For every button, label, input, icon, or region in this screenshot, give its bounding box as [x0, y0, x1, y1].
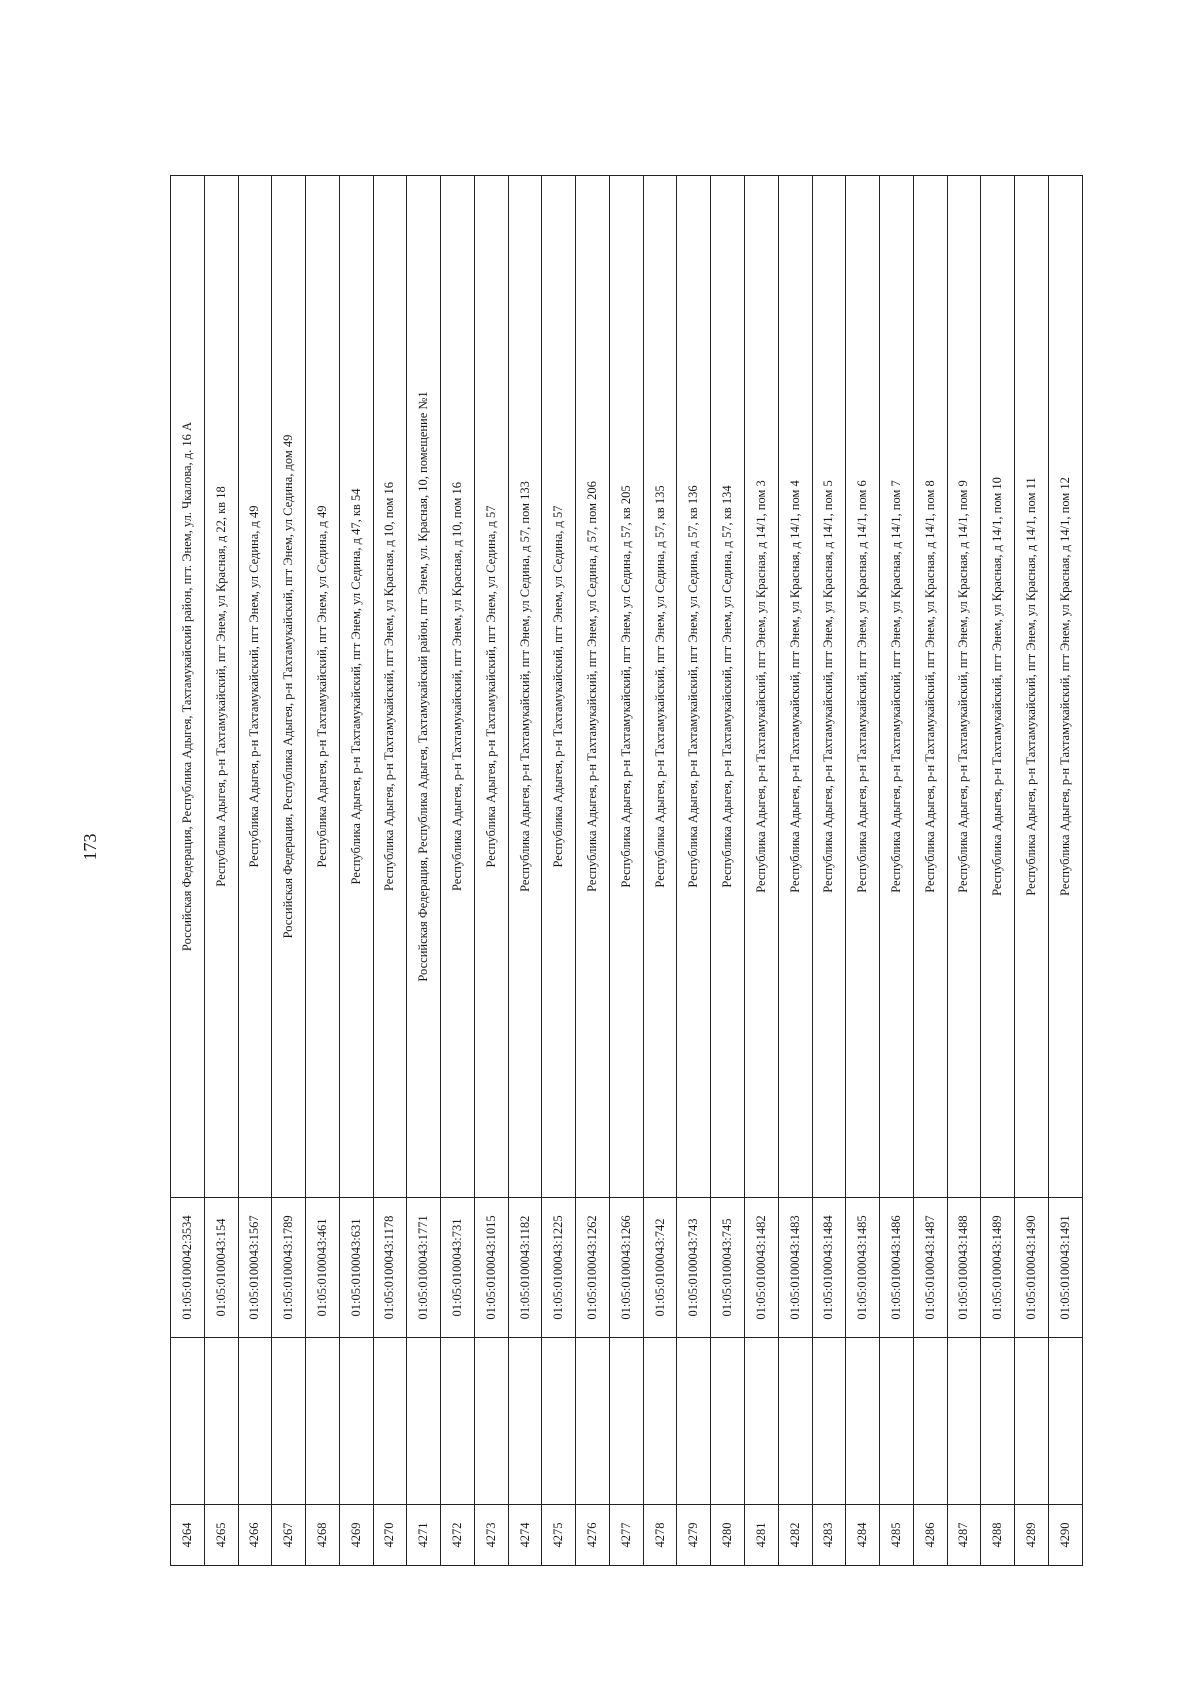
- table-row: [981, 176, 1015, 1566]
- table-row: [711, 176, 745, 1566]
- table-row: [272, 176, 306, 1566]
- table-row: [846, 176, 880, 1566]
- empty-cell: [576, 1338, 610, 1505]
- property-registry-table: [170, 175, 1083, 1566]
- table-row: [947, 176, 981, 1566]
- row-number-cell: 4275: [542, 1505, 576, 1566]
- address-cell: Республика Адыгея, р-н Тахтамукайский, пгт Энем, ул Красная, д 14/1, пом 10: [981, 176, 1015, 1198]
- cadastral-number-cell: 01:05:0100043:731: [441, 1198, 475, 1338]
- row-number-cell: 4284: [846, 1505, 880, 1566]
- cadastral-number-cell: 01:05:0100043:1484: [812, 1198, 846, 1338]
- address-cell: Республика Адыгея, р-н Тахтамукайский, пгт Энем, ул Красная, д 14/1, пом 12: [1048, 176, 1082, 1198]
- address-cell: Республика Адыгея, р-н Тахтамукайский, пгт Энем, ул Красная, д 10, пом 16: [373, 176, 407, 1198]
- row-number-cell: 4285: [880, 1505, 914, 1566]
- empty-cell: [677, 1338, 711, 1505]
- empty-cell: [508, 1338, 542, 1505]
- cadastral-number-cell: 01:05:0100043:743: [677, 1198, 711, 1338]
- cadastral-number-cell: 01:05:0100043:1182: [508, 1198, 542, 1338]
- table-row: [812, 176, 846, 1566]
- address-cell: Республика Адыгея, р-н Тахтамукайский, пгт Энем, ул Седина, д 57, кв 205: [609, 176, 643, 1198]
- row-number-cell: 4271: [407, 1505, 441, 1566]
- address-cell: Республика Адыгея, р-н Тахтамукайский, пгт Энем, ул Красная, д 14/1, пом 7: [880, 176, 914, 1198]
- cadastral-number-cell: 01:05:0100043:1488: [947, 1198, 981, 1338]
- empty-cell: [542, 1338, 576, 1505]
- address-cell: Российская Федерация, Республика Адыгея, Тахтамукайский район, пгт Энем, ул. Красная, 10, помещение №1: [407, 176, 441, 1198]
- address-cell: Республика Адыгея, р-н Тахтамукайский, пгт Энем, ул Красная, д 14/1, пом 9: [947, 176, 981, 1198]
- address-cell: Республика Адыгея, р-н Тахтамукайский, пгт Энем, ул Красная, д 14/1, пом 3: [745, 176, 779, 1198]
- row-number-cell: 4289: [1015, 1505, 1049, 1566]
- row-number-cell: 4265: [204, 1505, 238, 1566]
- address-cell: Республика Адыгея, р-н Тахтамукайский, пгт Энем, ул Седина, д 57: [474, 176, 508, 1198]
- address-cell: Республика Адыгея, р-н Тахтамукайский, пгт Энем, ул Красная, д 14/1, пом 11: [1015, 176, 1049, 1198]
- address-cell: Республика Адыгея, р-н Тахтамукайский, пгт Энем, ул Седина, д 49: [306, 176, 340, 1198]
- table-row: [407, 176, 441, 1566]
- address-cell: Республика Адыгея, р-н Тахтамукайский, пгт Энем, ул Красная, д 22, кв 18: [204, 176, 238, 1198]
- empty-cell: [373, 1338, 407, 1505]
- empty-cell: [981, 1338, 1015, 1505]
- table-row: [677, 176, 711, 1566]
- row-number-cell: 4270: [373, 1505, 407, 1566]
- empty-cell: [812, 1338, 846, 1505]
- row-number-cell: 4274: [508, 1505, 542, 1566]
- empty-cell: [609, 1338, 643, 1505]
- address-cell: Республика Адыгея, р-н Тахтамукайский, пгт Энем, ул Седина, д 49: [238, 176, 272, 1198]
- row-number-cell: 4267: [272, 1505, 306, 1566]
- row-number-cell: 4269: [339, 1505, 373, 1566]
- empty-cell: [204, 1338, 238, 1505]
- row-number-cell: 4287: [947, 1505, 981, 1566]
- cadastral-number-cell: 01:05:0100043:1771: [407, 1198, 441, 1338]
- row-number-cell: 4279: [677, 1505, 711, 1566]
- table-row: [745, 176, 779, 1566]
- cadastral-number-cell: 01:05:0100043:1487: [913, 1198, 947, 1338]
- table-row: [880, 176, 914, 1566]
- cadastral-number-cell: 01:05:0100043:1567: [238, 1198, 272, 1338]
- cadastral-number-cell: 01:05:0100043:742: [643, 1198, 677, 1338]
- empty-cell: [238, 1338, 272, 1505]
- empty-cell: [474, 1338, 508, 1505]
- row-number-cell: 4276: [576, 1505, 610, 1566]
- empty-cell: [171, 1338, 205, 1505]
- address-cell: Республика Адыгея, р-н Тахтамукайский, пгт Энем, ул Седина, д 57, кв 135: [643, 176, 677, 1198]
- table-row: [373, 176, 407, 1566]
- table-row: [542, 176, 576, 1566]
- row-number-cell: 4277: [609, 1505, 643, 1566]
- row-number-cell: 4283: [812, 1505, 846, 1566]
- cadastral-number-cell: 01:05:0100043:1015: [474, 1198, 508, 1338]
- empty-cell: [272, 1338, 306, 1505]
- cadastral-number-cell: 01:05:0100043:631: [339, 1198, 373, 1338]
- address-cell: Республика Адыгея, р-н Тахтамукайский, пгт Энем, ул Седина, д 57, пом 206: [576, 176, 610, 1198]
- empty-cell: [711, 1338, 745, 1505]
- row-number-cell: 4286: [913, 1505, 947, 1566]
- address-cell: Российская Федерация, Республика Адыгея, Тахтамукайский район, пгт. Энем, ул. Чкалова, д. 16 А: [171, 176, 205, 1198]
- address-cell: Республика Адыгея, р-н Тахтамукайский, пгт Энем, ул Седина, д 47, кв 54: [339, 176, 373, 1198]
- table-row: [474, 176, 508, 1566]
- rotated-table-container: [170, 176, 1083, 1566]
- table-row: [778, 176, 812, 1566]
- row-number-cell: 4272: [441, 1505, 475, 1566]
- cadastral-number-cell: 01:05:0100043:1266: [609, 1198, 643, 1338]
- empty-cell: [441, 1338, 475, 1505]
- cadastral-number-cell: 01:05:0100042:3534: [171, 1198, 205, 1338]
- cadastral-number-cell: 01:05:0100043:1262: [576, 1198, 610, 1338]
- empty-cell: [1015, 1338, 1049, 1505]
- table-row: [204, 176, 238, 1566]
- empty-cell: [913, 1338, 947, 1505]
- cadastral-number-cell: 01:05:0100043:1489: [981, 1198, 1015, 1338]
- cadastral-number-cell: 01:05:0100043:154: [204, 1198, 238, 1338]
- empty-cell: [745, 1338, 779, 1505]
- table-row: [441, 176, 475, 1566]
- row-number-cell: 4290: [1048, 1505, 1082, 1566]
- address-cell: Республика Адыгея, р-н Тахтамукайский, пгт Энем, ул Красная, д 14/1, пом 8: [913, 176, 947, 1198]
- empty-cell: [407, 1338, 441, 1505]
- empty-cell: [306, 1338, 340, 1505]
- row-number-cell: 4266: [238, 1505, 272, 1566]
- empty-cell: [643, 1338, 677, 1505]
- table-row: [171, 176, 205, 1566]
- row-number-cell: 4273: [474, 1505, 508, 1566]
- table-row: [238, 176, 272, 1566]
- row-number-cell: 4280: [711, 1505, 745, 1566]
- table-row: [508, 176, 542, 1566]
- page-number: 173: [80, 833, 100, 861]
- table-row: [913, 176, 947, 1566]
- cadastral-number-cell: 01:05:0100043:1490: [1015, 1198, 1049, 1338]
- row-number-cell: 4264: [171, 1505, 205, 1566]
- address-cell: Республика Адыгея, р-н Тахтамукайский, пгт Энем, ул Седина, д 57, кв 134: [711, 176, 745, 1198]
- address-cell: Республика Адыгея, р-н Тахтамукайский, пгт Энем, ул Седина, д 57, пом 133: [508, 176, 542, 1198]
- row-number-cell: 4278: [643, 1505, 677, 1566]
- table-row: [609, 176, 643, 1566]
- address-cell: Российская Федерация, Республика Адыгея, р-н Тахтамукайский, пгт Энем, ул Седина, дом 49: [272, 176, 306, 1198]
- address-cell: Республика Адыгея, р-н Тахтамукайский, пгт Энем, ул Красная, д 14/1, пом 6: [846, 176, 880, 1198]
- table-row: [339, 176, 373, 1566]
- empty-cell: [947, 1338, 981, 1505]
- cadastral-number-cell: 01:05:0100043:1491: [1048, 1198, 1082, 1338]
- table-row: [576, 176, 610, 1566]
- table-row: [1015, 176, 1049, 1566]
- cadastral-number-cell: 01:05:0100043:461: [306, 1198, 340, 1338]
- row-number-cell: 4288: [981, 1505, 1015, 1566]
- address-cell: Республика Адыгея, р-н Тахтамукайский, пгт Энем, ул Седина, д 57, кв 136: [677, 176, 711, 1198]
- table-row: [306, 176, 340, 1566]
- address-cell: Республика Адыгея, р-н Тахтамукайский, пгт Энем, ул Седина, д 57: [542, 176, 576, 1198]
- cadastral-number-cell: 01:05:0100043:1482: [745, 1198, 779, 1338]
- cadastral-number-cell: 01:05:0100043:1486: [880, 1198, 914, 1338]
- empty-cell: [846, 1338, 880, 1505]
- empty-cell: [1048, 1338, 1082, 1505]
- cadastral-number-cell: 01:05:0100043:745: [711, 1198, 745, 1338]
- row-number-cell: 4282: [778, 1505, 812, 1566]
- address-cell: Республика Адыгея, р-н Тахтамукайский, пгт Энем, ул Красная, д 10, пом 16: [441, 176, 475, 1198]
- cadastral-number-cell: 01:05:0100043:1789: [272, 1198, 306, 1338]
- cadastral-number-cell: 01:05:0100043:1178: [373, 1198, 407, 1338]
- table-row: [1048, 176, 1082, 1566]
- row-number-cell: 4281: [745, 1505, 779, 1566]
- empty-cell: [339, 1338, 373, 1505]
- cadastral-number-cell: 01:05:0100043:1225: [542, 1198, 576, 1338]
- cadastral-number-cell: 01:05:0100043:1485: [846, 1198, 880, 1338]
- address-cell: Республика Адыгея, р-н Тахтамукайский, пгт Энем, ул Красная, д 14/1, пом 4: [778, 176, 812, 1198]
- empty-cell: [880, 1338, 914, 1505]
- table-body: [171, 176, 1083, 1566]
- row-number-cell: 4268: [306, 1505, 340, 1566]
- address-cell: Республика Адыгея, р-н Тахтамукайский, пгт Энем, ул Красная, д 14/1, пом 5: [812, 176, 846, 1198]
- table-row: [643, 176, 677, 1566]
- empty-cell: [778, 1338, 812, 1505]
- cadastral-number-cell: 01:05:0100043:1483: [778, 1198, 812, 1338]
